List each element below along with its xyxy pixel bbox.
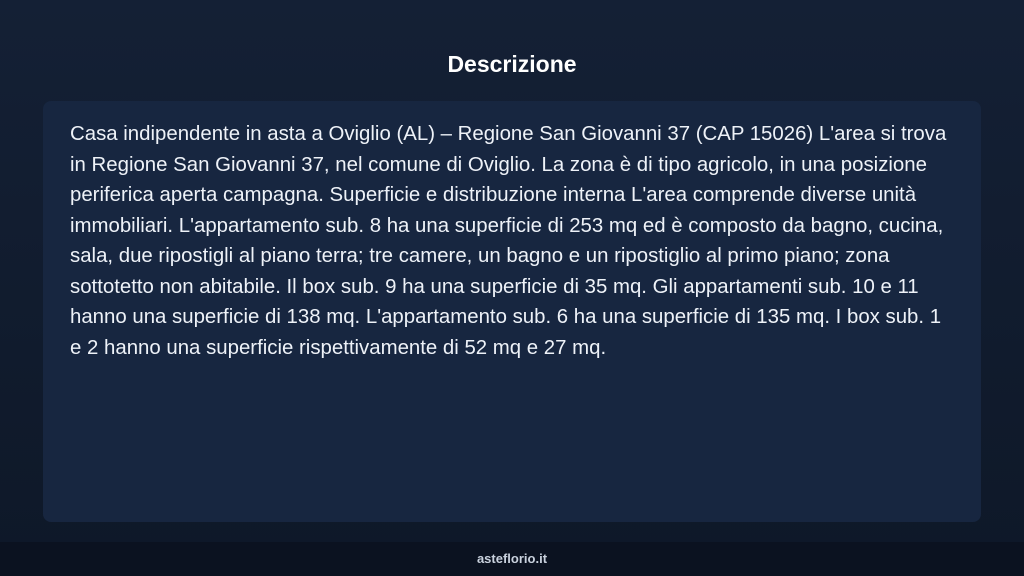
description-card <box>43 101 981 522</box>
footer <box>0 542 1024 576</box>
footer-site-label: asteflorio.it <box>476 551 548 566</box>
page-title: Descrizione <box>447 51 577 77</box>
description-text: Casa indipendente in asta a Oviglio (AL) – Regione San Giovanni 37 (CAP 15026) L'area si trova in Regione San Giovanni 37, nel comune di Oviglio. La zona è di tipo agricolo, in una posizione periferica aperta campagna. Superficie e distribuzione interna L'area comprende diverse unità immobiliari. L'appartamento sub. 8 ha una superficie di 253 mq ed è composto da bagno, cucina, sala, due ripostigli al piano terra; tre camere, un bagno e un ripostiglio al primo piano; zona sottotetto non abitabile. Il box sub. 9 ha una superficie di 35 mq. Gli appartamenti sub. 10 e 11 hanno una superficie di 138 mq. L'appartamento sub. 6 ha una superficie di 135 mq. I box sub. 1 e 2 hanno una superficie rispettivamente di 52 mq e 27 mq. <box>70 123 947 359</box>
